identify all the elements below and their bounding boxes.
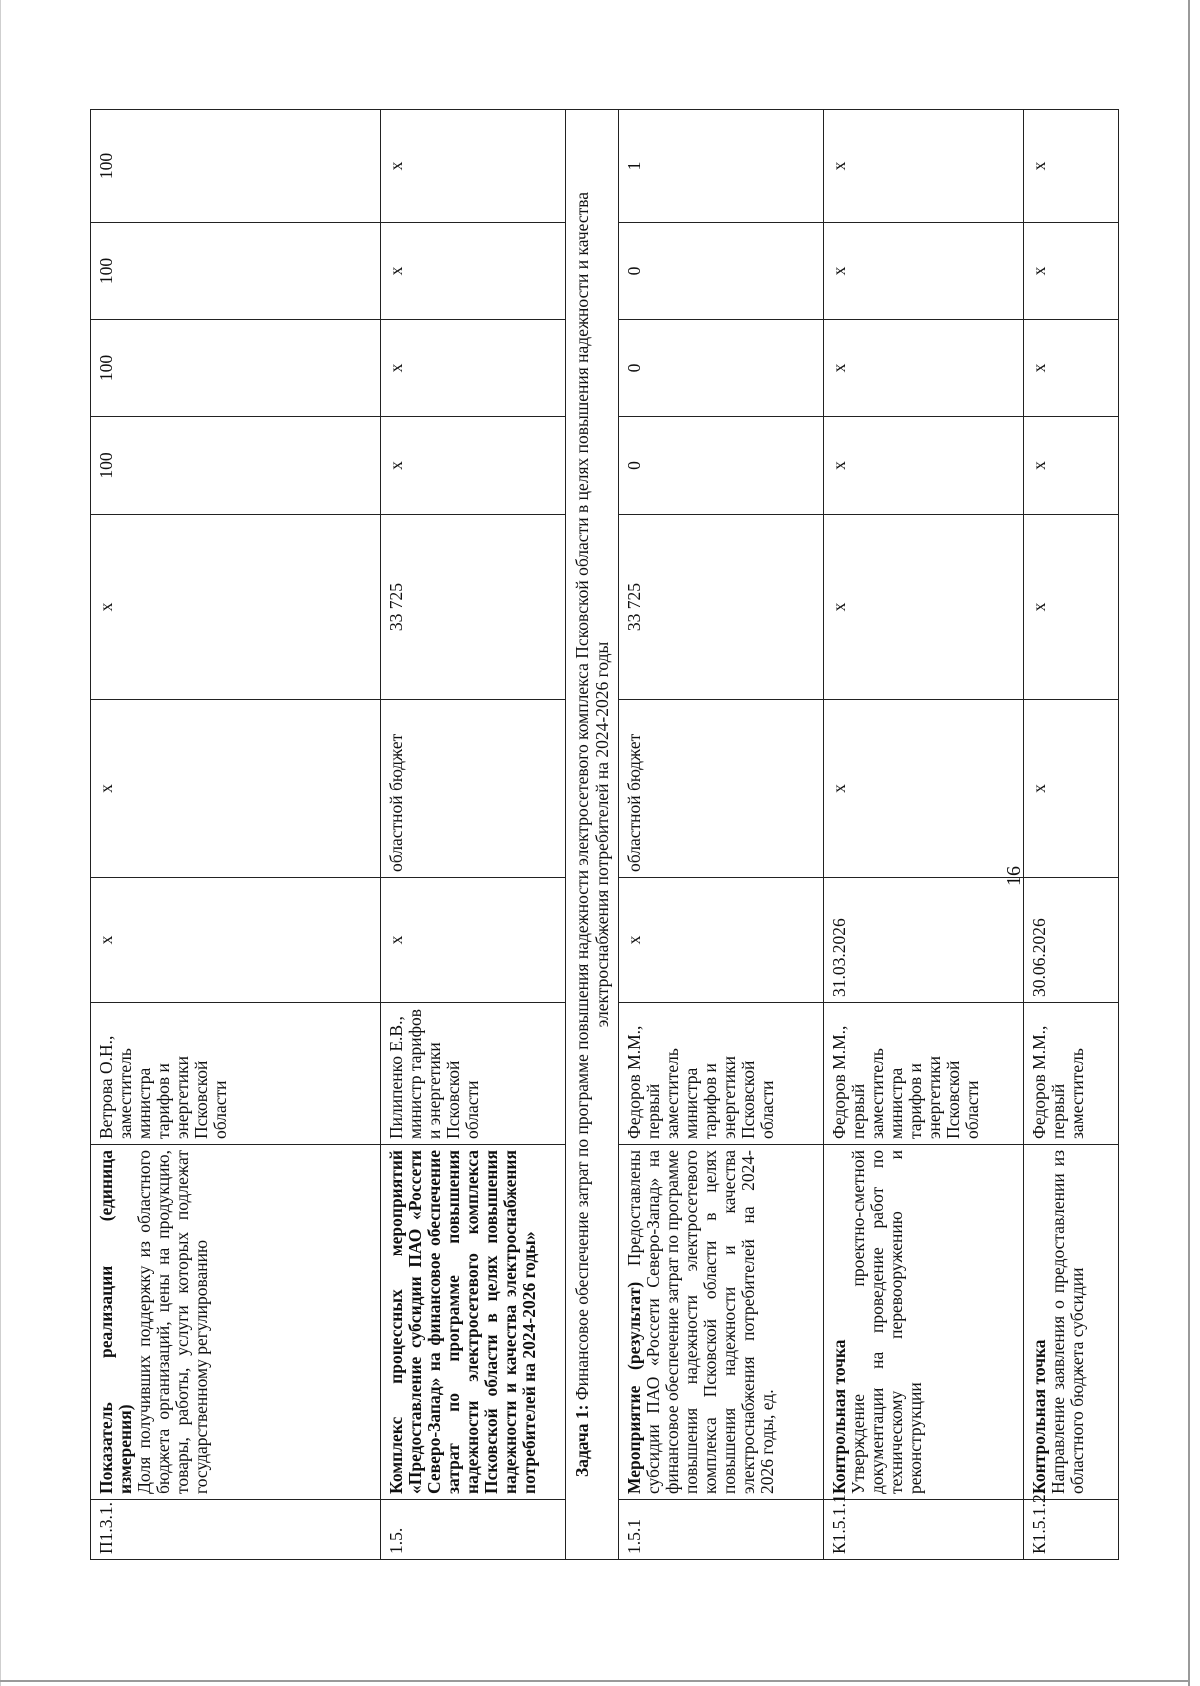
row-code: 1.5.1	[619, 1500, 824, 1560]
row-text: Направление заявления о предоставлении из областного бюджета субсидии	[1048, 1150, 1087, 1494]
row-date: x	[91, 878, 381, 1003]
row-text: Предоставлены субсидии ПАО «Россети Северо-Запад» на финансовое обеспечение затрат по программе повышения надежности электросетевого комплекса Псковской области в целях повышения надежности и качества электроснабжения потребителей на 2024-2026 годы, ед.	[624, 1149, 777, 1494]
row-heading: Контрольная точка	[1029, 1339, 1049, 1494]
row-value-4: x	[1024, 110, 1119, 223]
table-row	[824, 110, 1024, 1560]
page-edge	[0, 0, 1, 1686]
rotated-page	[48, 48, 1088, 1608]
row-value-4: x	[381, 110, 566, 223]
row-date: 31.03.2026	[824, 878, 1024, 1003]
page-number: 16	[1003, 866, 1025, 886]
row-date: x	[619, 878, 824, 1003]
table-row	[381, 110, 566, 1560]
scan-border-bottom	[0, 1680, 1190, 1682]
plan-table	[90, 109, 1119, 1560]
task-text: Финансовое обеспечение затрат по программе повышения надежности электросетевого комплекса Псковской области в целях повышения надежности и качества электроснабжения потребителей на 2024-2026 годы	[572, 191, 612, 1401]
row-value-4: 100	[91, 110, 381, 223]
row-value-2: x	[381, 320, 566, 417]
row-heading: Показатель реализации (единица измерения)	[96, 1150, 135, 1494]
row-amount: 33 725	[619, 515, 824, 700]
row-source: x	[91, 700, 381, 878]
row-source: областной бюджет	[381, 700, 566, 878]
row-value-4: 1	[619, 110, 824, 223]
row-value-1: x	[824, 417, 1024, 515]
table-row	[1024, 110, 1119, 1560]
row-description	[381, 1145, 566, 1500]
row-description	[1024, 1145, 1119, 1500]
row-value-2: x	[1024, 320, 1119, 417]
row-value-1: 100	[91, 417, 381, 515]
row-amount: x	[824, 515, 1024, 700]
row-description	[824, 1145, 1024, 1500]
row-text: Доля получивших поддержку из областного бюджета организаций, цены на продукцию, товары, работы, услуги которых подлежат государственному регулированию	[134, 1150, 211, 1494]
row-date: 30.06.2026	[1024, 878, 1119, 1003]
row-source: областной бюджет	[619, 700, 824, 878]
row-responsible: Пилипенко Е.В., министр тарифов и энергетики Псковской области	[381, 1003, 566, 1145]
row-code: К1.5.1.1	[824, 1500, 1024, 1560]
row-amount: x	[91, 515, 381, 700]
row-description	[91, 1145, 381, 1500]
task-row	[566, 110, 619, 1560]
row-code: П1.3.1.	[91, 1500, 381, 1560]
row-responsible: Федоров М.М., первый заместитель	[1024, 1003, 1119, 1145]
row-amount: 33 725	[381, 515, 566, 700]
row-value-3: 100	[91, 223, 381, 320]
row-value-1: x	[1024, 417, 1119, 515]
row-source: x	[824, 700, 1024, 878]
row-text: Комплекс процессных мероприятий «Предоставление субсидии ПАО «Россети Северо-Запад» на финансовое обеспечение затрат по программе повышения надежности электросетевого комплекса Псковской области в целях повышения надежности и качества электроснабжения потребителей на 2024-2026 годы»	[386, 1150, 539, 1494]
row-code: К1.5.1.2.	[1024, 1500, 1119, 1560]
scan-border-right	[1188, 0, 1190, 1686]
table-row	[91, 110, 381, 1560]
row-responsible: Федоров М.М., первый заместитель министра тарифов и энергетики Псковской области	[619, 1003, 824, 1145]
row-amount: x	[1024, 515, 1119, 700]
row-value-3: x	[381, 223, 566, 320]
row-value-3: x	[824, 223, 1024, 320]
task-label: Задача 1:	[572, 1404, 592, 1478]
row-value-2: x	[824, 320, 1024, 417]
row-source: x	[1024, 700, 1119, 878]
row-responsible: Федоров М.М., первый заместитель министра тарифов и энергетики Псковской области	[824, 1003, 1024, 1145]
row-value-3: 0	[619, 223, 824, 320]
row-value-1: x	[381, 417, 566, 515]
row-text: Утверждение проектно-сметной документации на проведение работ по техническому перевооружению и реконструкции	[848, 1150, 925, 1494]
row-value-4: x	[824, 110, 1024, 223]
table-row	[619, 110, 824, 1560]
row-value-2: 0	[619, 320, 824, 417]
row-heading: Контрольная точка	[829, 1339, 849, 1494]
row-date: x	[381, 878, 566, 1003]
row-value-1: 0	[619, 417, 824, 515]
row-heading: Мероприятие (результат)	[624, 1281, 644, 1494]
row-description	[619, 1145, 824, 1500]
row-responsible: Ветрова О.Н., заместитель министра тарифов и энергетики Псковской области	[91, 1003, 381, 1145]
row-value-3: x	[1024, 223, 1119, 320]
row-value-2: 100	[91, 320, 381, 417]
row-code: 1.5.	[381, 1500, 566, 1560]
task-cell	[566, 110, 619, 1560]
